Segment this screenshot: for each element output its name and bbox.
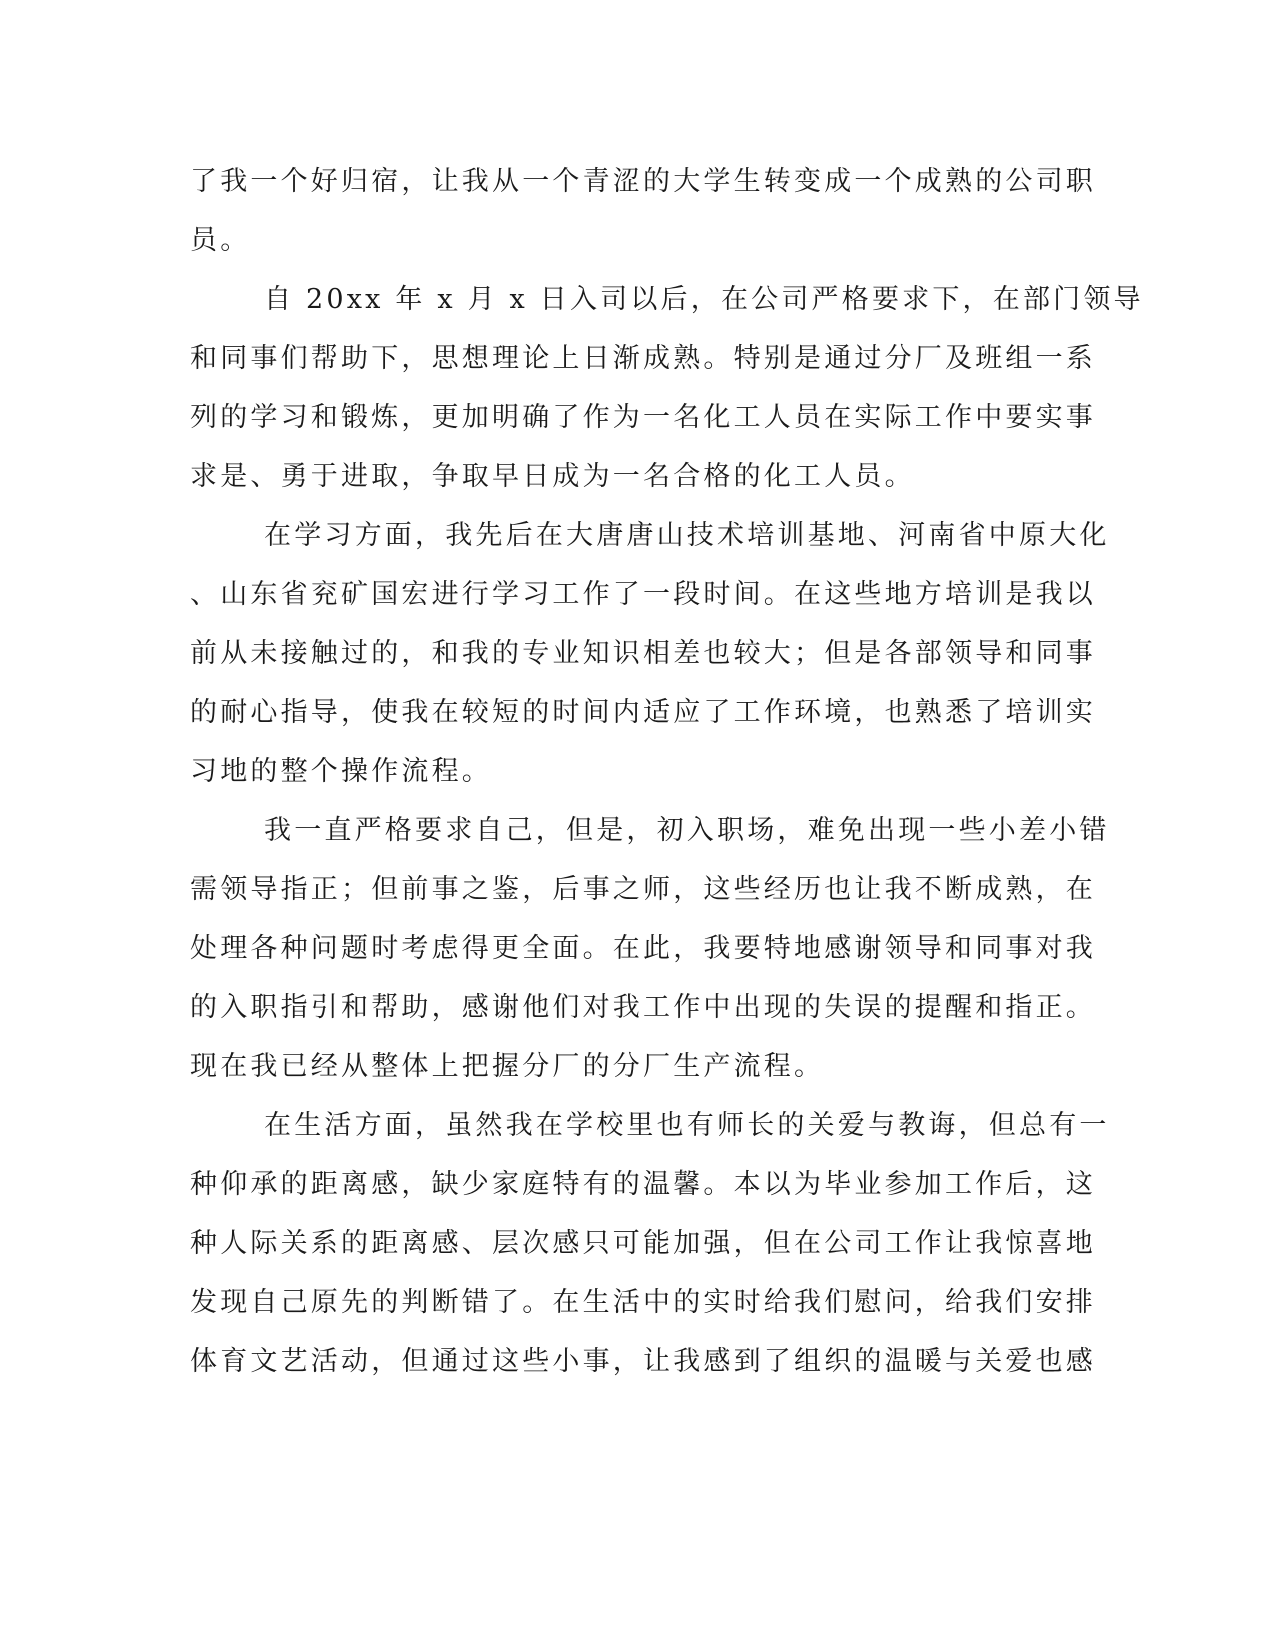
paragraph-first-line: 在生活方面，虽然我在学校里也有师长的关爱与教诲，但总有一: [264, 1110, 1110, 1141]
text-line: 员。: [190, 225, 251, 256]
text-line: 求是、勇于进取，争取早日成为一名合格的化工人员。: [190, 461, 915, 492]
paragraph-first-line: 在学习方面，我先后在大唐唐山技术培训基地、河南省中原大化: [264, 520, 1110, 551]
text-line: 和同事们帮助下，思想理论上日渐成熟。特别是通过分厂及班组一系: [190, 343, 1096, 374]
text-line: 种人际关系的距离感、层次感只可能加强，但在公司工作让我惊喜地: [190, 1228, 1096, 1259]
text-line: 了我一个好归宿，让我从一个青涩的大学生转变成一个成熟的公司职: [190, 166, 1096, 197]
text-line: 种仰承的距离感，缺少家庭特有的温馨。本以为毕业参加工作后，这: [190, 1169, 1096, 1200]
paragraph-first-line: 我一直严格要求自己，但是，初入职场，难免出现一些小差小错: [264, 815, 1110, 846]
text-line: 处理各种问题时考虑得更全面。在此，我要特地感谢领导和同事对我: [190, 933, 1096, 964]
text-line: 体育文艺活动，但通过这些小事，让我感到了组织的温暖与关爱也感: [190, 1346, 1096, 1377]
text-line: 需领导指正；但前事之鉴，后事之师，这些经历也让我不断成熟，在: [190, 874, 1096, 905]
text-line: 列的学习和锻炼，更加明确了作为一名化工人员在实际工作中要实事: [190, 402, 1096, 433]
paragraph-first-line: 自 20xx 年 x 月 x 日入司以后，在公司严格要求下，在部门领导: [264, 284, 1144, 315]
text-line: 、山东省兖矿国宏进行学习工作了一段时间。在这些地方培训是我以: [190, 579, 1096, 610]
text-line: 的耐心指导，使我在较短的时间内适应了工作环境，也熟悉了培训实: [190, 697, 1096, 728]
text-line: 前从未接触过的，和我的专业知识相差也较大；但是各部领导和同事: [190, 638, 1096, 669]
text-line: 现在我已经从整体上把握分厂的分厂生产流程。: [190, 1051, 825, 1082]
text-line: 习地的整个操作流程。: [190, 756, 492, 787]
text-line: 的入职指引和帮助，感谢他们对我工作中出现的失误的提醒和指正。: [190, 992, 1096, 1023]
text-line: 发现自己原先的判断错了。在生活中的实时给我们慰问，给我们安排: [190, 1287, 1096, 1318]
